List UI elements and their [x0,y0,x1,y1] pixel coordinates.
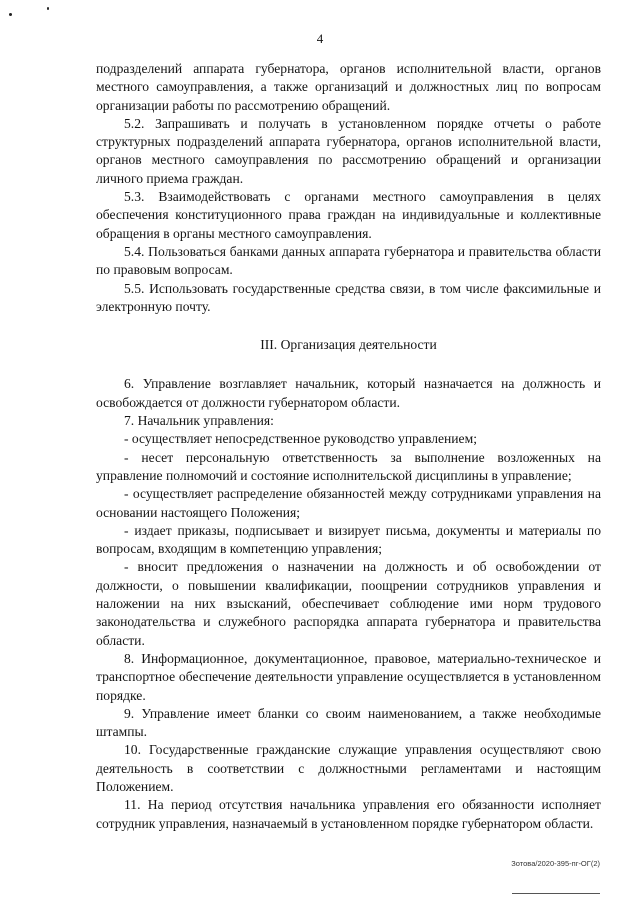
paragraph-5-5: 5.5. Использовать государственные средства связи, в том числе факсимильные и электронную почту. [96,280,601,314]
paragraph-5-4: 5.4. Пользоваться банками данных аппарата губернатора и правительства области по правовым вопросам. [96,243,601,278]
paragraph-9: 9. Управление имеет бланки со своим наименованием, а также необходимые штампы. [96,705,601,740]
paragraph-5-2: 5.2. Запрашивать и получать в установленном порядке отчеты о работе структурных подразделений аппарата губернатора, органов исполнительной власти, органов местного самоуправления по рассмотрению обращений и организации личного приема граждан. [96,115,601,186]
paragraph-10: 10. Государственные гражданские служащие управления осуществляют свою деятельность в соответствии с должностными регламентами и настоящим Положением. [96,742,601,794]
paragraph-7: 7. Начальник управления: [124,413,274,429]
paragraph-11: 11. На период отсутствия начальника управления его обязанности исполняет сотрудник управления, назначаемый в установленном порядке губернатором области. [96,797,601,831]
paragraph-6: 6. Управление возглавляет начальник, который назначается на должность и освобождается от должности губернатором области. [96,376,601,410]
list-item-7-d: - издает приказы, подписывает и визирует письма, документы и материалы по вопросам, входящим в компетенцию управления; [96,522,601,557]
document-body [96,60,601,833]
scan-speck [47,7,49,10]
paragraph-8: 8. Информационное, документационное, правовое, материально-техническое и транспортное обеспечение деятельности управление осуществляется в установленном порядке. [96,650,601,703]
list-item-7-e: - вносит предложения о назначении на должность и об освобождении от должности, о повышении квалификации, поощрении сотрудников управления и наложении на них взысканий, обеспечивает соблюдение ими норм трудового законодательства и служебного распорядка аппарата губернатора и правительства области. [96,559,601,648]
scan-speck [9,13,12,16]
list-item-7-b: - несет персональную ответственность за выполнение возложенных на управление полномочий и состояние исполнительской дисциплины в управление; [96,449,601,483]
document-code: Зотова/2020-395-пг-ОГ(2) [511,859,600,868]
page-number: 4 [316,31,324,46]
list-item-7-a: - осуществляет непосредственное руководство управлением; [124,431,477,447]
section-heading: III. Организация деятельности [260,337,437,353]
paragraph-5-3: 5.3. Взаимодействовать с органами местного самоуправления в целях обеспечения конституционного права граждан на индивидуальные и коллективные обращения в органы местного самоуправления. [96,189,601,241]
footer-divider [512,893,600,894]
paragraph-continuation: подразделений аппарата губернатора, органов исполнительной власти, органов местного самоуправления, а также организаций и должностных лиц по вопросам организации работы по рассмотрению обращений. [96,61,601,113]
list-item-7-c: - осуществляет распределение обязанностей между сотрудниками управления на основании настоящего Положения; [96,486,601,520]
